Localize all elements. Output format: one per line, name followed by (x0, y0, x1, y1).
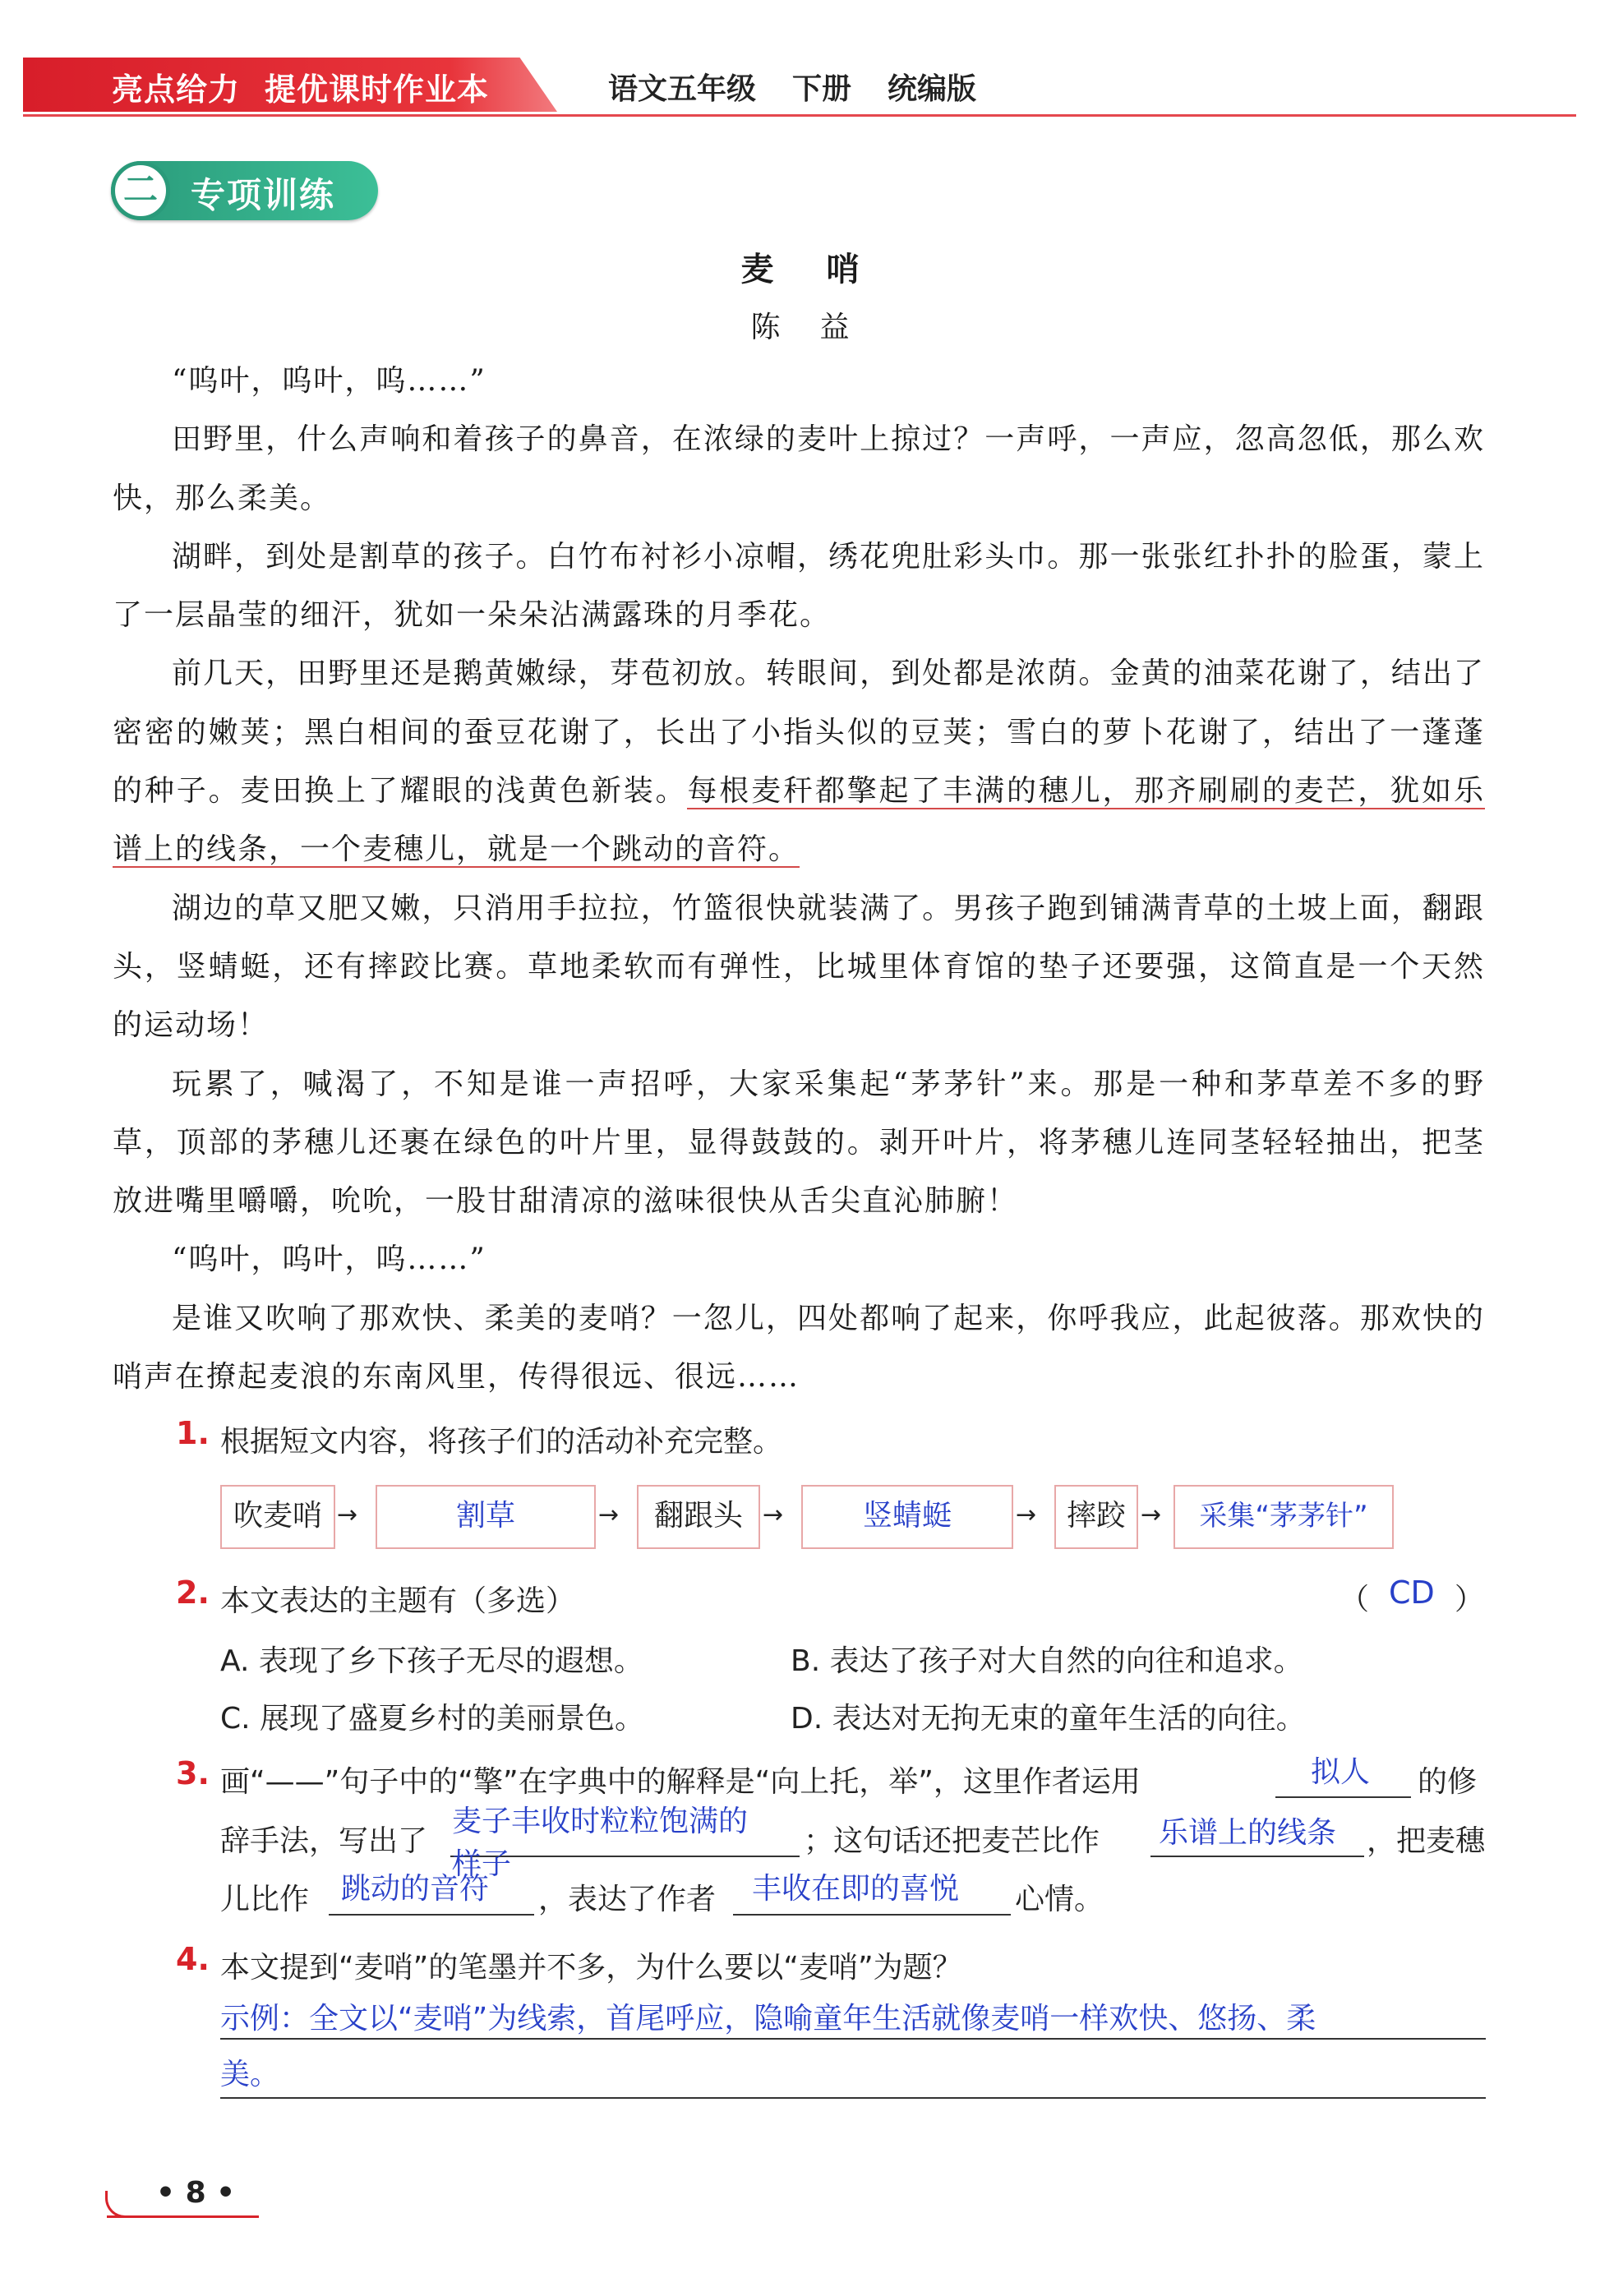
header-info (608, 66, 1012, 108)
answer-text: 样子 (452, 1847, 512, 1881)
volume-label: 下册 (792, 72, 852, 106)
paragraph: 是谁又吹响了那欢快、柔美的麦哨？一忽儿，四处都响了起来，你呼我应，此起彼落。那欢快的哨声在撩起麦浪的东南风里，传得很远、很远…… (113, 1301, 1485, 1395)
option-a[interactable]: A. 表现了乡下孩子无尽的遐想。 (220, 1644, 643, 1678)
paragraph: 湖边的草又肥又嫩，只消用手拉拉，竹篮很快就装满了。男孩子跑到铺满青草的土坡上面，翻跟头，竖蜻蜓，还有摔跤比赛。草地柔软而有弹性，比城里体育馆的垫子还要强，这简直是一个天然的运动场！ (113, 891, 1485, 1043)
question-text: 根据短文内容，将孩子们的活动补充完整。 (220, 1425, 783, 1459)
article-title: 麦哨 (740, 251, 912, 288)
paragraph: “呜叶，呜叶，呜……” (172, 364, 486, 398)
answer-rule[interactable] (220, 2097, 1486, 2099)
article-body (113, 352, 1485, 1406)
question-number: 2. (176, 1574, 210, 1611)
question-text: ，把麦穗 (1367, 1824, 1486, 1858)
answer-text: 跳动的音符 (341, 1872, 490, 1906)
answer-line-1: 示例：全文以“麦哨”为线索，首尾呼应，隐喻童年生活就像麦哨一样欢快、悠扬、柔 (220, 2002, 1316, 2036)
option-b[interactable]: B. 表达了孩子对大自然的向往和追求。 (791, 1644, 1303, 1678)
page-number: • 8 • (156, 2176, 236, 2210)
question-text: 的修 (1418, 1765, 1478, 1799)
answer-text: 乐谱上的线条 (1159, 1816, 1337, 1850)
brand-name: 亮点给力 (112, 71, 241, 108)
paragraph: 玩累了，喊渴了，不知是谁一声招呼，大家采集起“茅茅针”来。那是一种和茅草差不多的野草，顶部的茅穗儿还裹在绿色的叶片里，显得鼓鼓的。剥开叶片，将茅穗儿连同茎轻轻抽出，把茎放进嘴里嚼嚼，吮吮，一股甘甜清凉的滋味很快从舌尖直沁肺腑！ (113, 1067, 1485, 1219)
header-brand (112, 64, 489, 109)
question-text: ，表达了作者 (538, 1883, 717, 1916)
question-text: 画“——”句子中的“擎”在字典中的解释是“向上托，举”，这里作者运用 (220, 1765, 1141, 1799)
question-number: 4. (176, 1941, 210, 1977)
flow-box: 吹麦哨 (220, 1485, 335, 1549)
subject-label: 语文五年级 (608, 72, 757, 106)
underlined-sentence: 每根麦秆都擎起了丰满的穗儿，那齐刷刷的麦芒，犹如乐谱上的线条，一个麦穗儿，就是一个跳动的音符。 (113, 774, 1485, 867)
paragraph-text: 前几天，田野里还是鹅黄嫩绿，芽苞初放。转眼间，到处都是浓荫。金黄的油菜花谢了，结出了密密的嫩荚；黑白相间的蚕豆花谢了，长出了小指头似的豆荚；雪白的萝卜花谢了，结出了一蓬蓬的种子。麦田换上了耀眼的浅黄色新装。 (113, 657, 1485, 809)
question-number: 1. (176, 1415, 210, 1451)
flow-arrow: → (1141, 1501, 1162, 1529)
flow-arrow: → (337, 1501, 358, 1529)
answer-line-2: 美。 (220, 2058, 280, 2091)
flow-answer-box[interactable]: 采集“茅茅针” (1173, 1485, 1394, 1549)
page-footer-line (107, 2215, 259, 2218)
edition-label: 统编版 (888, 72, 977, 106)
option-c[interactable]: C. 展现了盛夏乡村的美丽景色。 (220, 1702, 645, 1736)
flow-arrow: → (1016, 1501, 1037, 1529)
answer-text: 麦子丰收时粒粒饱满的 (452, 1805, 749, 1838)
question-text: 辞手法，写出了 (220, 1824, 428, 1858)
article-author: 陈益 (750, 311, 889, 344)
question-text: ；这句话还把麦芒比作 (804, 1824, 1100, 1858)
question-text: 本文表达的主题有（多选） (220, 1584, 576, 1618)
flow-box: 摔跤 (1054, 1485, 1138, 1549)
flow-box: 翻跟头 (637, 1485, 760, 1549)
flow-arrow: → (598, 1501, 620, 1529)
answer-paren-close: ） (1455, 1583, 1485, 1616)
flow-arrow: → (763, 1501, 784, 1529)
paragraph: “呜叶，呜叶，呜……” (172, 1243, 486, 1277)
answer-rule[interactable] (220, 2038, 1486, 2040)
option-d[interactable]: D. 表达对无拘无束的童年生活的向往。 (791, 1702, 1306, 1736)
answer-text: 丰收在即的喜悦 (752, 1872, 960, 1906)
question-text: 本文提到“麦哨”的笔墨并不多，为什么要以“麦哨”为题？ (220, 1951, 962, 1985)
question-text: 儿比作 (220, 1883, 310, 1916)
page-ornament (105, 2191, 134, 2218)
paragraph: 湖畔，到处是割草的孩子。白竹布衬衫小凉帽，绣花兜肚彩头巾。那一张张红扑扑的脸蛋，蒙上了一层晶莹的细汗，犹如一朵朵沾满露珠的月季花。 (113, 539, 1485, 633)
answer-text: 拟人 (1311, 1755, 1371, 1789)
paragraph: 田野里，什么声响和着孩子的鼻音，在浓绿的麦叶上掠过？一声呼，一声应，忽高忽低，那么欢快，那么柔美。 (113, 422, 1485, 515)
section-number: 二 (111, 161, 170, 220)
paragraph (113, 644, 1485, 878)
flow-answer-box[interactable]: 割草 (376, 1485, 596, 1549)
question-number: 3. (176, 1755, 210, 1791)
header-divider (23, 114, 1576, 117)
answer-paren-open: （ (1339, 1583, 1370, 1616)
section-title: 专项训练 (191, 175, 336, 215)
flow-answer-box[interactable]: 竖蜻蜓 (801, 1485, 1013, 1549)
answer-choice[interactable]: CD (1389, 1574, 1435, 1611)
question-text: 心情。 (1015, 1883, 1104, 1916)
series-name: 提优课时作业本 (265, 71, 490, 108)
